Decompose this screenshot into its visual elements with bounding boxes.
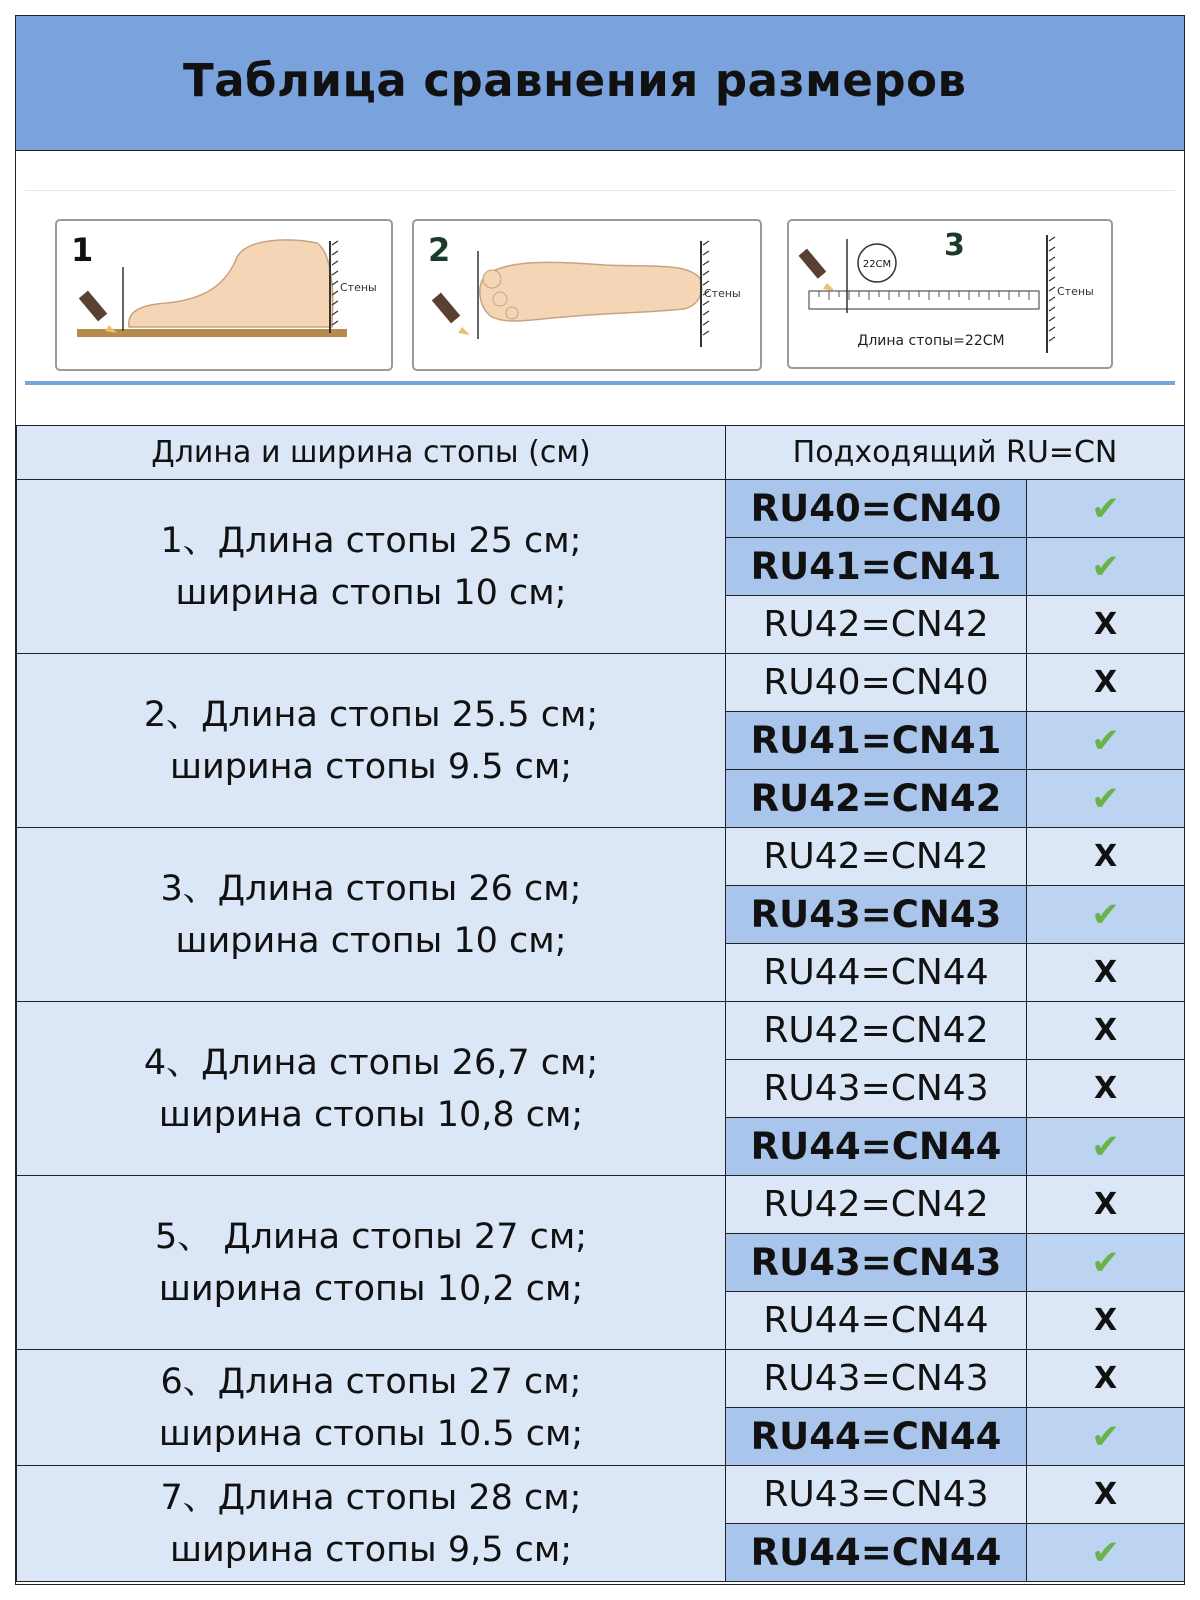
table-row <box>17 480 1185 538</box>
cross-icon: X <box>1027 1176 1185 1234</box>
table-row <box>17 828 1185 886</box>
cross-icon: X <box>1027 1350 1185 1408</box>
pencil-icon <box>79 291 117 333</box>
page-header <box>16 16 1184 151</box>
step-1-panel <box>55 219 393 371</box>
foot-size-cell <box>17 1466 726 1582</box>
step-number: 2 <box>428 231 451 269</box>
foot-top-view-illustration <box>414 221 760 369</box>
table-row <box>17 654 1185 712</box>
check-icon: ✔ <box>1027 1524 1185 1582</box>
table-row <box>17 1350 1185 1408</box>
foot-width-text: ширина стопы 10.5 см; <box>158 1413 584 1454</box>
foot-size-cell <box>17 654 726 828</box>
size-equivalence-cell: RU40=CN40 <box>726 654 1027 712</box>
floor-board <box>77 329 347 337</box>
toe <box>483 270 501 288</box>
pencil-icon <box>432 293 470 335</box>
size-equivalence-cell: RU44=CN44 <box>726 1292 1027 1350</box>
foot-size-cell <box>17 1350 726 1466</box>
cross-icon: X <box>1027 1060 1185 1118</box>
size-equivalence-cell: RU44=CN44 <box>726 1118 1027 1176</box>
illustration-top-divider <box>25 190 1175 191</box>
size-equivalence-cell: RU43=CN43 <box>726 1060 1027 1118</box>
cross-icon: X <box>1027 1002 1185 1060</box>
step-number: 1 <box>71 231 94 269</box>
foot-width-text: ширина стопы 10,8 см; <box>158 1094 584 1135</box>
foot-size-cell <box>17 1002 726 1176</box>
size-comparison-table-wrap <box>16 425 1184 1582</box>
wall-label: Стены <box>1057 285 1094 298</box>
foot-size-cell <box>17 1176 726 1350</box>
size-comparison-table <box>16 425 1185 1582</box>
cross-icon: X <box>1027 1292 1185 1350</box>
foot-length-text: 1、Длина стопы 25 см; <box>160 520 582 561</box>
cross-icon: X <box>1027 944 1185 1002</box>
size-equivalence-cell: RU40=CN40 <box>726 480 1027 538</box>
wall-hatch <box>1049 237 1055 341</box>
cross-icon: X <box>1027 1466 1185 1524</box>
length-bubble-label: 22CM <box>862 259 892 270</box>
check-icon: ✔ <box>1027 480 1185 538</box>
foot-length-text: 7、Длина стопы 28 см; <box>160 1477 582 1518</box>
size-equivalence-cell: RU43=CN43 <box>726 886 1027 944</box>
illustration-divider <box>25 381 1175 385</box>
illustration-caption: Длина стопы=22CM <box>857 333 1005 349</box>
size-equivalence-cell: RU41=CN41 <box>726 538 1027 596</box>
foot-length-text: 5、 Длина стопы 27 см; <box>154 1216 588 1257</box>
fit-column-header: Подходящий RU=CN <box>726 426 1185 480</box>
cross-icon: X <box>1027 828 1185 886</box>
step-number: 3 <box>944 228 965 263</box>
foot-side-view-illustration <box>57 221 391 369</box>
wall-label: Стены <box>340 281 377 294</box>
size-equivalence-cell: RU44=CN44 <box>726 1524 1027 1582</box>
foot-width-text: ширина стопы 9.5 см; <box>169 746 573 787</box>
toe <box>506 307 518 319</box>
foot-size-column-header: Длина и ширина стопы (см) <box>17 426 726 480</box>
foot-length-text: 2、Длина стопы 25.5 см; <box>143 694 599 735</box>
foot-size-cell <box>17 480 726 654</box>
wall-label: Стены <box>704 287 741 300</box>
foot-size-cell <box>17 828 726 1002</box>
foot-width-text: ширина стопы 10 см; <box>175 572 567 613</box>
cross-icon: X <box>1027 654 1185 712</box>
check-icon: ✔ <box>1027 712 1185 770</box>
check-icon: ✔ <box>1027 770 1185 828</box>
step-2-panel <box>412 219 762 371</box>
size-equivalence-cell: RU42=CN42 <box>726 1176 1027 1234</box>
size-equivalence-cell: RU43=CN43 <box>726 1350 1027 1408</box>
size-equivalence-cell: RU44=CN44 <box>726 1408 1027 1466</box>
ruler-measurement-illustration <box>789 221 1111 367</box>
table-header-row <box>17 426 1185 480</box>
foot-width-text: ширина стопы 10,2 см; <box>158 1268 584 1309</box>
size-table-body <box>17 426 1185 1582</box>
size-equivalence-cell: RU42=CN42 <box>726 596 1027 654</box>
ruler <box>809 291 1039 309</box>
table-row <box>17 1176 1185 1234</box>
size-equivalence-cell: RU42=CN42 <box>726 828 1027 886</box>
foot-length-text: 4、Длина стопы 26,7 см; <box>143 1042 599 1083</box>
check-icon: ✔ <box>1027 1408 1185 1466</box>
size-equivalence-cell: RU43=CN43 <box>726 1234 1027 1292</box>
foot-length-text: 3、Длина стопы 26 см; <box>160 868 582 909</box>
step-3-panel <box>787 219 1113 369</box>
size-equivalence-cell: RU44=CN44 <box>726 944 1027 1002</box>
foot-length-text: 6、Длина стопы 27 см; <box>160 1361 582 1402</box>
pencil-icon <box>799 249 835 291</box>
size-equivalence-cell: RU43=CN43 <box>726 1466 1027 1524</box>
size-equivalence-cell: RU42=CN42 <box>726 770 1027 828</box>
table-row <box>17 1466 1185 1524</box>
size-equivalence-cell: RU42=CN42 <box>726 1002 1027 1060</box>
check-icon: ✔ <box>1027 886 1185 944</box>
page-title: Таблица сравнения размеров <box>183 54 967 107</box>
toe <box>493 292 507 306</box>
check-icon: ✔ <box>1027 1118 1185 1176</box>
check-icon: ✔ <box>1027 538 1185 596</box>
foot-shape <box>129 240 333 327</box>
check-icon: ✔ <box>1027 1234 1185 1292</box>
foot-width-text: ширина стопы 9,5 см; <box>169 1529 573 1570</box>
size-equivalence-cell: RU41=CN41 <box>726 712 1027 770</box>
table-row <box>17 1002 1185 1060</box>
foot-width-text: ширина стопы 10 см; <box>175 920 567 961</box>
cross-icon: X <box>1027 596 1185 654</box>
